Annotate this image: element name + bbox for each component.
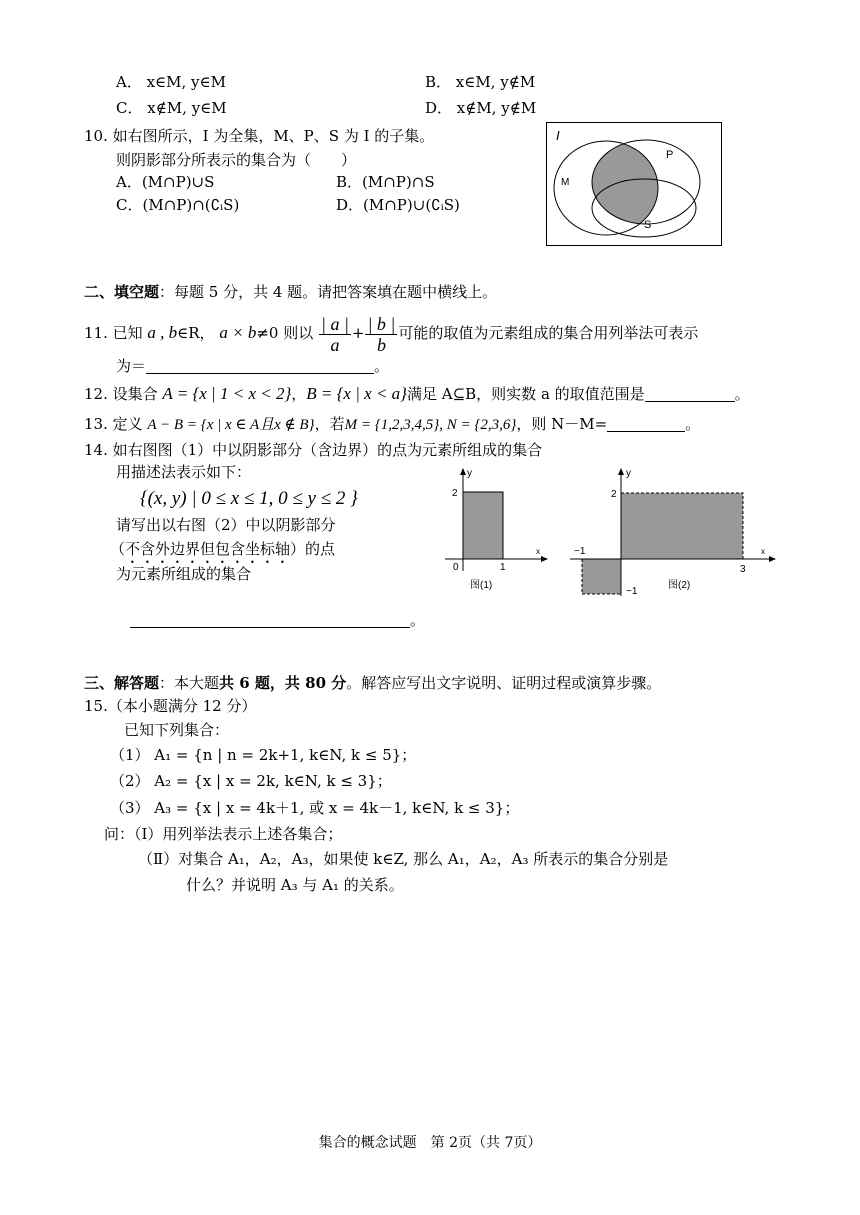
q10-option-b: B．(M∩P)∩S [336, 173, 435, 191]
figure-1 [440, 466, 550, 596]
q15-title: 15.（本小题满分 12 分） [84, 697, 257, 715]
fig2-x-arrow [769, 556, 776, 562]
q9-option-c: C． x∉M, y∈M [116, 99, 227, 117]
q14-stem-5: 为元素所组成的集合 [116, 565, 252, 583]
label-s: S [644, 219, 652, 231]
q10-stem-2: 则阴影部分所表示的集合为（ ） [116, 151, 357, 169]
q9-option-d: D． x∉M, y∉M [425, 99, 537, 117]
section2-heading: 二、填空题：每题 5 分，共 4 题。请把答案填在题中横线上。 [84, 283, 498, 301]
q15-item-2: （2） A₂ = {x | x = 2k, k∈N, k ≤ 3}； [110, 772, 392, 790]
q15-item-3: （3） A₃ = {x | x = 4k＋1, 或 x = 4k－1, k∈N, k ≤ 3}； [110, 799, 520, 817]
q14-set-example: {(x, y) | 0 ≤ x ≤ 1, 0 ≤ y ≤ 2 } [140, 488, 358, 509]
fig1-shaded-rect [463, 492, 503, 559]
fig2-y-neg-tick: −1 [626, 586, 638, 597]
fig1-caption: 图(1) [470, 580, 493, 591]
fig2-x-neg-tick: −1 [574, 546, 586, 557]
q13: 13. 定义 A − B = {x | x ∈ A且x ∉ B}，若M = {1,2,3,4,5}, N = {2,3,6}，则 N－M= 。 [84, 415, 701, 433]
q10-option-d: D．(M∩P)∪(∁ᵢS) [336, 196, 460, 214]
q12: 12. 设集合 A = {x | 1 < x < 2}，B = {x | x < a}满足 A⊆B，则实数 a 的取值范围是 。 [84, 384, 750, 403]
q10-stem: 10. 如右图所示，I 为全集，M、P、S 为 I 的子集。 [84, 127, 435, 145]
fig2-caption: 图(2) [668, 580, 691, 591]
q15-ask-3: 什么？并说明 A₃ 与 A₁ 的关系。 [186, 876, 404, 894]
fig1-y-tick: 2 [452, 488, 458, 499]
fig2-x-label: x [761, 547, 765, 556]
venn-diagram [546, 122, 722, 246]
q15-ask-2: （Ⅱ）对集合 A₁，A₂，A₃，如果使 k∈Z, 那么 A₁，A₂，A₃ 所表示的集合分别是 [138, 850, 669, 868]
q11-line2: 为＝ 。 [116, 357, 390, 375]
q15-ask-1: 问：（Ⅰ）用列举法表示上述各集合； [104, 825, 343, 843]
q10-option-a: A．(M∩P)∪S [116, 173, 215, 191]
section3-heading: 三、解答题：本大题共 6 题，共 80 分。解答应写出文字说明、证明过程或演算步骤。 [84, 674, 662, 692]
fig1-x-arrow [541, 556, 548, 562]
fig1-origin: 0 [453, 562, 459, 573]
q14-stem: 14. 如右图图（1）中以阴影部分（含边界）的点为元素所组成的集合 [84, 441, 543, 459]
fig2-shaded-rect-upper [621, 493, 743, 559]
q14-stem-2: 用描述法表示如下： [116, 463, 252, 481]
label-m: M [561, 177, 570, 188]
q13-answer-blank[interactable] [607, 415, 685, 432]
fig2-y-label: y [626, 468, 631, 479]
fig1-x-tick: 1 [500, 562, 506, 573]
q9-option-a: A． x∈M, y∈M [116, 73, 226, 91]
fig1-y-arrow [460, 468, 466, 475]
q14-answer: 。 [130, 610, 425, 630]
fig1-x-label: x [536, 547, 540, 556]
q11-line1: 11. 已知 a , b∈R， a × b≠0 则以 $\frac{| a |}{a}$ + $\frac{| b |}{b}$ 可能的取值为元素组成的集合用列举法可表示 [84, 313, 699, 355]
fig2-y-tick: 2 [611, 489, 617, 500]
q9-option-b: B． x∈M, y∉M [425, 73, 536, 91]
label-p: P [666, 149, 674, 161]
q15-item-1: （1） A₁ = {n | n = 2k+1, k∈N, k ≤ 5}； [110, 746, 417, 764]
q10-option-c: C．(M∩P)∩(∁ᵢS) [116, 196, 240, 214]
q14-answer-blank[interactable] [130, 611, 410, 628]
fig1-y-label: y [467, 468, 472, 479]
fig2-x-tick: 3 [740, 564, 746, 575]
figure-2 [568, 466, 780, 602]
q14-stem-4: （不含外边界但包含坐标轴）的点 [110, 540, 336, 558]
q12-answer-blank[interactable] [645, 385, 735, 402]
label-universe: I [556, 128, 560, 143]
page-footer: 集合的概念试题 第 2页（共 7页） [318, 1135, 542, 1151]
q14-stem-3: 请写出以右图（2）中以阴影部分 [116, 516, 336, 534]
q15-intro: 已知下列集合： [124, 721, 230, 739]
fig2-shaded-rect-lower [582, 559, 621, 594]
q11-answer-blank[interactable] [146, 357, 374, 374]
fig2-y-arrow [618, 468, 624, 475]
